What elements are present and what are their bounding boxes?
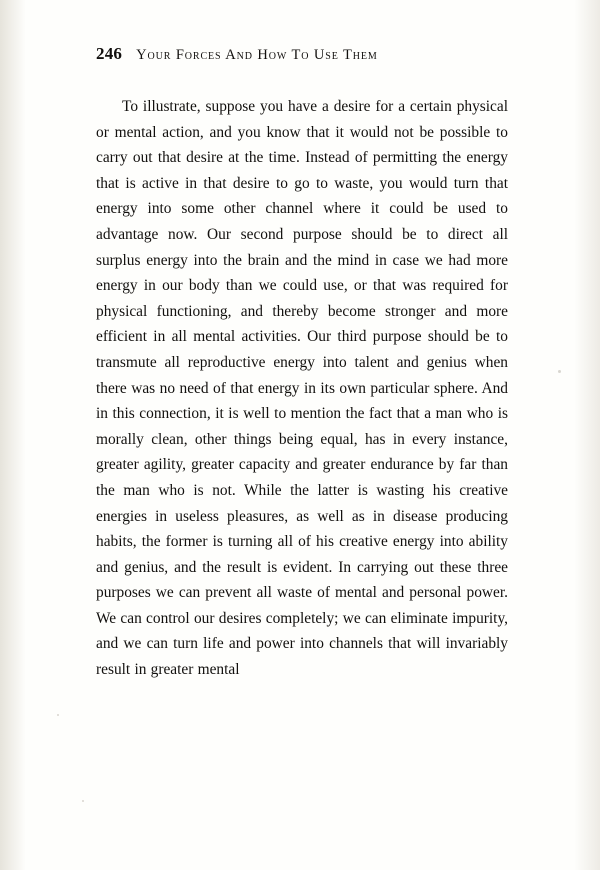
paper-speck bbox=[82, 800, 84, 802]
paper-speck bbox=[558, 370, 561, 373]
page-header bbox=[96, 44, 508, 64]
paper-speck bbox=[57, 714, 59, 716]
paragraph: To illustrate, suppose you have a desire for a certain physical or mental action, and you know that it would not be possible to carry out that desire at the time. Instead of permitting the energy that is active in that desire to go to waste, you would turn that energy into some other channel where it could be used to advantage now. Our second purpose should be to direct all surplus energy into the brain and the mind in case we had more energy in our body than we could use, or that was required for physical functioning, and thereby become stronger and more efficient in all mental activities. Our third purpose should be to transmute all reproductive energy into talent and genius when there was no need of that energy in its own particular sphere. And in this connection, it is well to mention the fact that a man who is morally clean, other things being equal, has in every instance, greater agility, greater capacity and greater endurance by far than the man who is not. While the latter is wasting his creative energies in useless pleasures, as well as in disease producing habits, the former is turning all of his creative energy into ability and genius, and the result is evident. In carrying out these three purposes we can prevent all waste of mental and personal power. We can control our desires completely; we can eliminate impurity, and we can turn life and power into channels that will invariably result in greater mental bbox=[96, 98, 508, 679]
body-text bbox=[96, 94, 508, 683]
running-head: Your Forces And How To Use Them bbox=[136, 47, 378, 63]
page-number: 246 bbox=[96, 44, 123, 63]
page-left-edge-shading bbox=[0, 0, 26, 870]
page-content bbox=[96, 44, 508, 683]
page-right-edge-shading bbox=[574, 0, 600, 870]
